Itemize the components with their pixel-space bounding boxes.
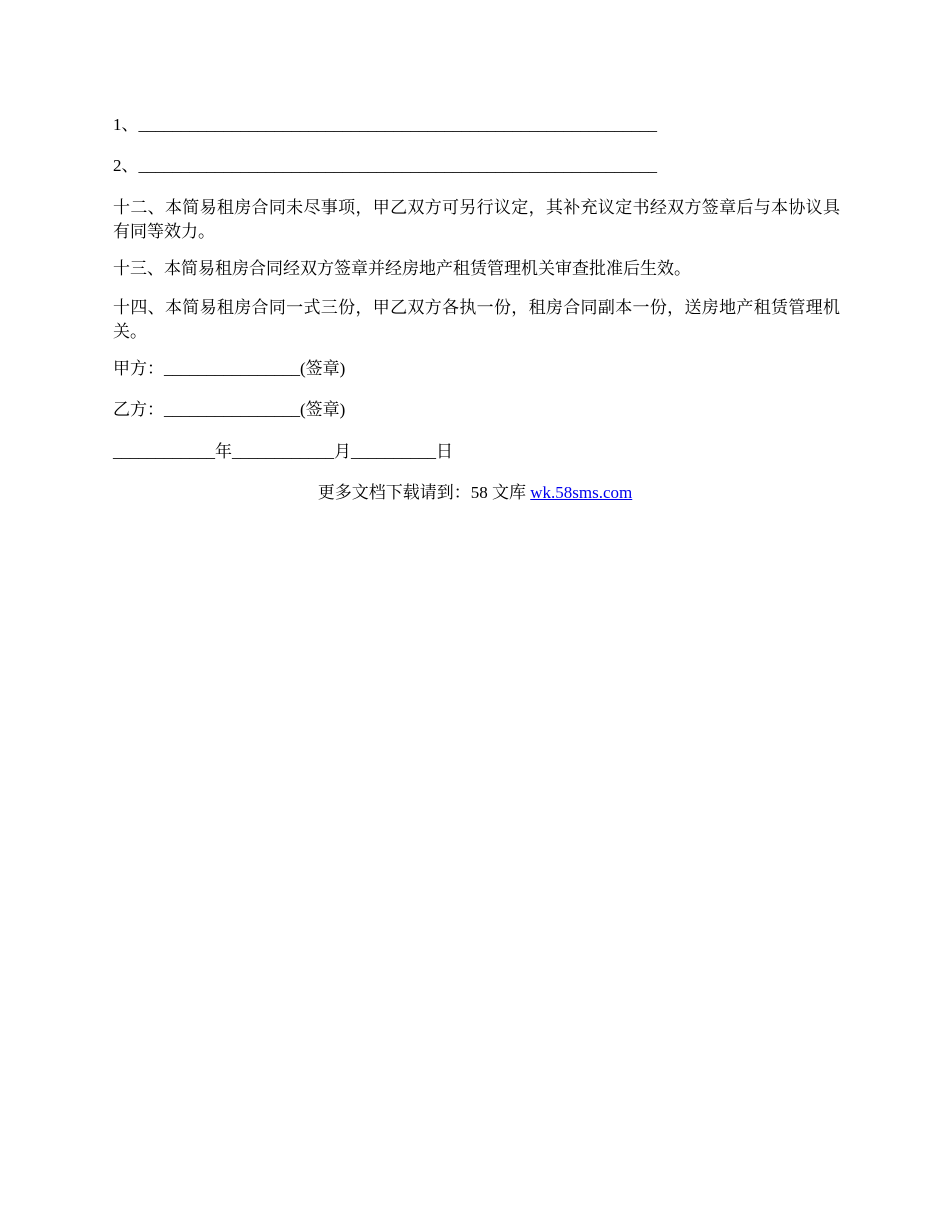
footer-text: 更多文档下载请到：58 文库: [317, 483, 531, 502]
signature-party-a: 甲方：________________(签章): [113, 359, 346, 378]
blank-item-2: 2、_____________________________________________________________: [113, 156, 657, 175]
clause-13: 十三、本简易租房合同经双方签章并经房地产租赁管理机关审查批准后生效。: [113, 259, 691, 278]
blank-item-1: 1、_____________________________________________________________: [113, 115, 657, 134]
clause-14: 十四、本简易租房合同一式三份，甲乙双方各执一份，租房合同副本一份，送房地产租赁管理机关。: [113, 298, 840, 341]
signature-date: ____________年____________月__________日: [113, 442, 453, 461]
clause-12: 十二、本简易租房合同未尽事项，甲乙双方可另行议定，其补充议定书经双方签章后与本协议具有同等效力。: [113, 198, 840, 241]
signature-party-b: 乙方：________________(签章): [113, 400, 346, 419]
footer-link[interactable]: wk.58sms.com: [530, 483, 633, 502]
footer: [0, 481, 950, 505]
